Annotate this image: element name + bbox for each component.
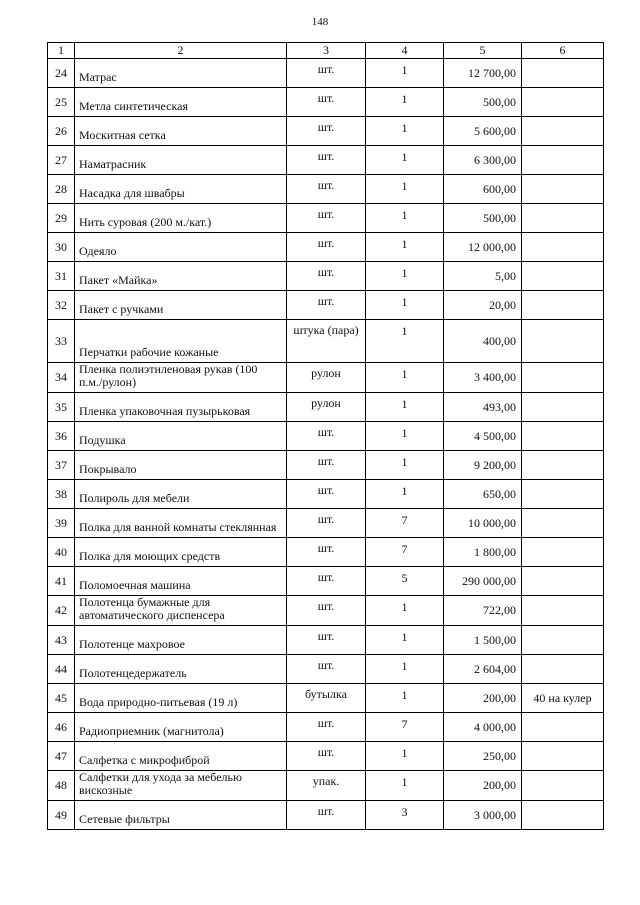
row-number-cell: 35 [48, 393, 75, 422]
price-cell: 4 000,00 [444, 713, 522, 742]
note-cell [522, 626, 604, 655]
row-number-cell: 39 [48, 509, 75, 538]
price-cell: 600,00 [444, 175, 522, 204]
unit-cell: шт. [287, 291, 366, 320]
unit-cell: шт. [287, 801, 366, 830]
row-number-cell: 32 [48, 291, 75, 320]
table-row [48, 596, 604, 626]
item-name-cell: Поломоечная машина [75, 567, 287, 596]
row-number-cell: 29 [48, 204, 75, 233]
unit-cell: шт. [287, 655, 366, 684]
note-cell [522, 291, 604, 320]
quantity-cell: 1 [366, 363, 444, 393]
note-cell [522, 742, 604, 771]
price-cell: 400,00 [444, 320, 522, 363]
row-number-cell: 26 [48, 117, 75, 146]
quantity-cell: 1 [366, 626, 444, 655]
table-body [48, 59, 604, 830]
header-cell-price: 5 [444, 43, 522, 59]
table-row [48, 233, 604, 262]
price-cell: 500,00 [444, 204, 522, 233]
price-cell: 9 200,00 [444, 451, 522, 480]
item-name-cell: Полка для ванной комнаты стеклянная [75, 509, 287, 538]
table-row [48, 146, 604, 175]
quantity-cell: 1 [366, 262, 444, 291]
price-cell: 5,00 [444, 262, 522, 291]
table-row [48, 291, 604, 320]
unit-cell: шт. [287, 451, 366, 480]
note-cell [522, 175, 604, 204]
table-row [48, 363, 604, 393]
table-row [48, 567, 604, 596]
item-name-cell: Пленка упаковочная пузырьковая [75, 393, 287, 422]
quantity-cell: 1 [366, 393, 444, 422]
quantity-cell: 7 [366, 509, 444, 538]
note-cell [522, 117, 604, 146]
item-name-cell: Салфетка с микрофиброй [75, 742, 287, 771]
quantity-cell: 1 [366, 204, 444, 233]
header-cell-note: 6 [522, 43, 604, 59]
item-name-cell: Насадка для швабры [75, 175, 287, 204]
table-row [48, 684, 604, 713]
unit-cell: шт. [287, 742, 366, 771]
quantity-cell: 1 [366, 146, 444, 175]
table-row [48, 480, 604, 509]
table-row [48, 538, 604, 567]
note-cell [522, 480, 604, 509]
note-cell [522, 88, 604, 117]
unit-cell: шт. [287, 509, 366, 538]
table-row [48, 801, 604, 830]
price-cell: 290 000,00 [444, 567, 522, 596]
item-name-cell: Полка для моющих средств [75, 538, 287, 567]
header-cell-name: 2 [75, 43, 287, 59]
row-number-cell: 28 [48, 175, 75, 204]
table-row [48, 742, 604, 771]
row-number-cell: 41 [48, 567, 75, 596]
header-cell-number: 1 [48, 43, 75, 59]
note-cell [522, 801, 604, 830]
row-number-cell: 33 [48, 320, 75, 363]
header-cell-unit: 3 [287, 43, 366, 59]
note-cell [522, 771, 604, 801]
price-cell: 1 500,00 [444, 626, 522, 655]
note-cell [522, 655, 604, 684]
note-cell: 40 на кулер [522, 684, 604, 713]
table-row [48, 626, 604, 655]
note-cell [522, 59, 604, 88]
quantity-cell: 7 [366, 538, 444, 567]
unit-cell: рулон [287, 363, 366, 393]
quantity-cell: 1 [366, 59, 444, 88]
price-cell: 6 300,00 [444, 146, 522, 175]
unit-cell: шт. [287, 233, 366, 262]
unit-cell: штука (пара) [287, 320, 366, 363]
quantity-cell: 1 [366, 175, 444, 204]
quantity-cell: 3 [366, 801, 444, 830]
row-number-cell: 46 [48, 713, 75, 742]
item-name-cell: Полотенца бумажные для автоматического диспенсера [75, 596, 287, 626]
price-cell: 5 600,00 [444, 117, 522, 146]
price-cell: 200,00 [444, 771, 522, 801]
price-cell: 3 000,00 [444, 801, 522, 830]
note-cell [522, 204, 604, 233]
note-cell [522, 262, 604, 291]
row-number-cell: 37 [48, 451, 75, 480]
unit-cell: шт. [287, 422, 366, 451]
note-cell [522, 567, 604, 596]
table-row [48, 117, 604, 146]
page-number: 148 [311, 16, 329, 28]
price-cell: 20,00 [444, 291, 522, 320]
unit-cell: шт. [287, 204, 366, 233]
table-row [48, 771, 604, 801]
table-row [48, 262, 604, 291]
table-row [48, 422, 604, 451]
price-cell: 10 000,00 [444, 509, 522, 538]
note-cell [522, 422, 604, 451]
row-number-cell: 27 [48, 146, 75, 175]
quantity-cell: 1 [366, 422, 444, 451]
unit-cell: шт. [287, 146, 366, 175]
unit-cell: бутылка [287, 684, 366, 713]
table-row [48, 204, 604, 233]
quantity-cell: 1 [366, 771, 444, 801]
quantity-cell: 1 [366, 88, 444, 117]
item-name-cell: Сетевые фильтры [75, 801, 287, 830]
price-cell: 3 400,00 [444, 363, 522, 393]
row-number-cell: 40 [48, 538, 75, 567]
unit-cell: шт. [287, 175, 366, 204]
table-row [48, 59, 604, 88]
row-number-cell: 47 [48, 742, 75, 771]
price-cell: 493,00 [444, 393, 522, 422]
table-row [48, 320, 604, 363]
item-name-cell: Подушка [75, 422, 287, 451]
unit-cell: шт. [287, 88, 366, 117]
unit-cell: шт. [287, 626, 366, 655]
item-name-cell: Полотенце махровое [75, 626, 287, 655]
unit-cell: шт. [287, 596, 366, 626]
table-row [48, 393, 604, 422]
note-cell [522, 713, 604, 742]
item-name-cell: Одеяло [75, 233, 287, 262]
quantity-cell: 1 [366, 684, 444, 713]
row-number-cell: 36 [48, 422, 75, 451]
quantity-cell: 1 [366, 596, 444, 626]
quantity-cell: 1 [366, 320, 444, 363]
item-name-cell: Полироль для мебели [75, 480, 287, 509]
unit-cell: шт. [287, 262, 366, 291]
item-name-cell: Вода природно-питьевая (19 л) [75, 684, 287, 713]
unit-cell: шт. [287, 117, 366, 146]
row-number-cell: 48 [48, 771, 75, 801]
table-row [48, 175, 604, 204]
item-name-cell: Радиоприемник (магнитола) [75, 713, 287, 742]
row-number-cell: 49 [48, 801, 75, 830]
quantity-cell: 1 [366, 451, 444, 480]
price-cell: 500,00 [444, 88, 522, 117]
unit-cell: шт. [287, 713, 366, 742]
note-cell [522, 451, 604, 480]
item-name-cell: Нить суровая (200 м./кат.) [75, 204, 287, 233]
quantity-cell: 1 [366, 117, 444, 146]
row-number-cell: 25 [48, 88, 75, 117]
table-row [48, 88, 604, 117]
price-cell: 722,00 [444, 596, 522, 626]
price-table [47, 42, 604, 830]
note-cell [522, 596, 604, 626]
header-row [48, 43, 604, 59]
table-row [48, 655, 604, 684]
table-row [48, 713, 604, 742]
item-name-cell: Салфетки для ухода за мебелью вискозные [75, 771, 287, 801]
row-number-cell: 31 [48, 262, 75, 291]
row-number-cell: 43 [48, 626, 75, 655]
quantity-cell: 7 [366, 713, 444, 742]
quantity-cell: 1 [366, 742, 444, 771]
table-row [48, 509, 604, 538]
unit-cell: шт. [287, 480, 366, 509]
row-number-cell: 42 [48, 596, 75, 626]
price-cell: 12 000,00 [444, 233, 522, 262]
note-cell [522, 320, 604, 363]
note-cell [522, 393, 604, 422]
price-cell: 12 700,00 [444, 59, 522, 88]
unit-cell: упак. [287, 771, 366, 801]
item-name-cell: Пленка полиэтиленовая рукав (100 п.м./рулон) [75, 363, 287, 393]
row-number-cell: 45 [48, 684, 75, 713]
quantity-cell: 1 [366, 655, 444, 684]
unit-cell: шт. [287, 59, 366, 88]
row-number-cell: 38 [48, 480, 75, 509]
price-cell: 2 604,00 [444, 655, 522, 684]
row-number-cell: 30 [48, 233, 75, 262]
table-row [48, 451, 604, 480]
header-cell-quantity: 4 [366, 43, 444, 59]
quantity-cell: 1 [366, 291, 444, 320]
quantity-cell: 1 [366, 480, 444, 509]
unit-cell: рулон [287, 393, 366, 422]
price-cell: 1 800,00 [444, 538, 522, 567]
note-cell [522, 146, 604, 175]
unit-cell: шт. [287, 538, 366, 567]
note-cell [522, 363, 604, 393]
item-name-cell: Наматрасник [75, 146, 287, 175]
note-cell [522, 233, 604, 262]
item-name-cell: Метла синтетическая [75, 88, 287, 117]
item-name-cell: Пакет с ручками [75, 291, 287, 320]
price-cell: 200,00 [444, 684, 522, 713]
row-number-cell: 24 [48, 59, 75, 88]
row-number-cell: 44 [48, 655, 75, 684]
price-cell: 4 500,00 [444, 422, 522, 451]
row-number-cell: 34 [48, 363, 75, 393]
note-cell [522, 509, 604, 538]
item-name-cell: Москитная сетка [75, 117, 287, 146]
item-name-cell: Матрас [75, 59, 287, 88]
item-name-cell: Пакет «Майка» [75, 262, 287, 291]
price-cell: 250,00 [444, 742, 522, 771]
unit-cell: шт. [287, 567, 366, 596]
note-cell [522, 538, 604, 567]
quantity-cell: 1 [366, 233, 444, 262]
item-name-cell: Покрывало [75, 451, 287, 480]
quantity-cell: 5 [366, 567, 444, 596]
item-name-cell: Полотенцедержатель [75, 655, 287, 684]
price-cell: 650,00 [444, 480, 522, 509]
item-name-cell: Перчатки рабочие кожаные [75, 320, 287, 363]
